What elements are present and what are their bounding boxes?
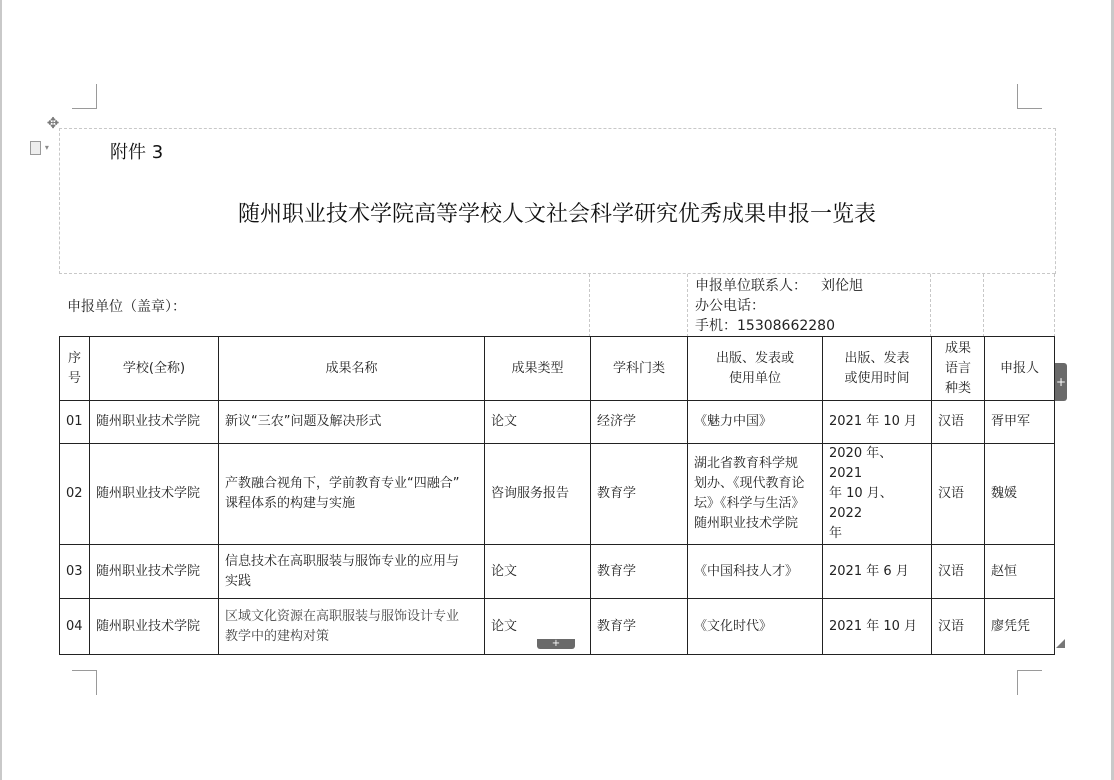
cell-no: 03	[60, 545, 90, 599]
cell-type: 论文	[485, 401, 591, 444]
add-row-plus-icon[interactable]: +	[537, 639, 575, 649]
header-name: 成果名称	[219, 337, 485, 401]
header-no: 序 号	[60, 337, 90, 401]
header-type: 成果类型	[485, 337, 591, 401]
move-arrows-icon[interactable]: ✥	[46, 114, 60, 132]
cell-applicant: 廖凭凭	[985, 599, 1055, 655]
cell-name: 产教融合视角下，学前教育专业“四融合” 课程体系的构建与实施	[219, 444, 485, 545]
cell-school: 随州职业技术学院	[90, 401, 219, 444]
cell-language: 汉语	[932, 545, 985, 599]
header-time: 出版、发表 或使用时间	[823, 337, 932, 401]
cell-type: 咨询服务报告	[485, 444, 591, 545]
cell-type: 论文	[485, 599, 591, 655]
cell-no: 01	[60, 401, 90, 444]
cell-publisher: 湖北省教育科学规 划办、《现代教育论 坛》《科学与生活》 随州职业技术学院	[688, 444, 823, 545]
cell-time: 2021 年 6 月	[823, 545, 932, 599]
table-row	[60, 545, 1055, 599]
cell-name: 新议“三农”问题及解决形式	[219, 401, 485, 444]
cell-language: 汉语	[932, 599, 985, 655]
header-subject: 学科门类	[591, 337, 688, 401]
header-publisher: 出版、发表或 使用单位	[688, 337, 823, 401]
header-applicant: 申报人	[985, 337, 1055, 401]
contact-block	[695, 276, 863, 336]
cell-type: 论文	[485, 545, 591, 599]
cell-language: 汉语	[932, 401, 985, 444]
office-phone-label: 办公电话：	[695, 298, 765, 314]
cell-subject: 经济学	[591, 401, 688, 444]
annex-label: 附件 3	[110, 142, 164, 163]
table-resize-handle-icon[interactable]	[1056, 639, 1065, 648]
table-row	[60, 401, 1055, 444]
document-title: 随州职业技术学院高等学校人文社会科学研究优秀成果申报一览表	[237, 202, 876, 227]
table-header-row	[60, 337, 1055, 401]
cell-time: 2021 年 10 月	[823, 599, 932, 655]
cell-school: 随州职业技术学院	[90, 444, 219, 545]
cell-time: 2021 年 10 月	[823, 401, 932, 444]
results-table	[59, 336, 1055, 655]
cell-school: 随州职业技术学院	[90, 545, 219, 599]
cell-name: 信息技术在高职服装与服饰专业的应用与 实践	[219, 545, 485, 599]
unit-label: 申报单位（盖章）：	[67, 299, 186, 315]
table-row	[60, 444, 1055, 545]
cell-publisher: 《魅力中国》	[688, 401, 823, 444]
cell-publisher: 《文化时代》	[688, 599, 823, 655]
cell-school: 随州职业技术学院	[90, 599, 219, 655]
info-row	[59, 273, 1055, 337]
cell-name: 区域文化资源在高职服装与服饰设计专业 教学中的建构对策	[219, 599, 485, 655]
cell-language: 汉语	[932, 444, 985, 545]
crop-mark-top-right	[1017, 84, 1042, 109]
cell-applicant: 胥甲军	[985, 401, 1055, 444]
cell-subject: 教育学	[591, 444, 688, 545]
cell-time: 2020 年、2021 年 10 月、2022 年	[823, 444, 932, 545]
cell-subject: 教育学	[591, 545, 688, 599]
cell-no: 02	[60, 444, 90, 545]
header-school: 学校(全称)	[90, 337, 219, 401]
crop-mark-bottom-left	[72, 670, 97, 695]
header-language: 成果 语言 种类	[932, 337, 985, 401]
contact-person-label: 申报单位联系人：	[695, 278, 807, 294]
cell-applicant: 魏媛	[985, 444, 1055, 545]
contact-person-name: 刘伦旭	[821, 278, 863, 294]
add-column-plus-icon[interactable]: +	[1055, 363, 1067, 401]
crop-mark-bottom-right	[1017, 670, 1042, 695]
page-left-edge	[0, 0, 2, 780]
cell-applicant: 赵恒	[985, 545, 1055, 599]
crop-mark-top-left	[72, 84, 97, 109]
cell-publisher: 《中国科技人才》	[688, 545, 823, 599]
cell-no: 04	[60, 599, 90, 655]
mobile-number: 手机：15308662280	[695, 318, 835, 334]
cell-subject: 教育学	[591, 599, 688, 655]
paste-options-icon[interactable]: ▾	[30, 140, 52, 156]
